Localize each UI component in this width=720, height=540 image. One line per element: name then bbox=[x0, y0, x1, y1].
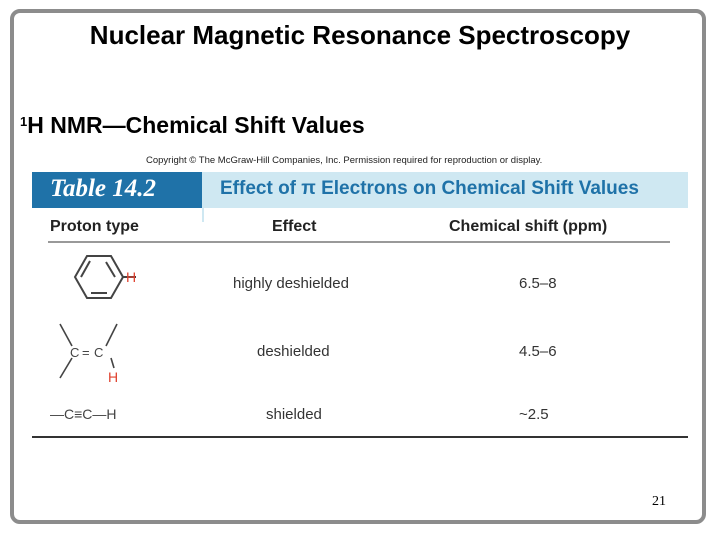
alkene-carbon-1: C bbox=[70, 345, 80, 360]
slide-title: Nuclear Magnetic Resonance Spectroscopy bbox=[89, 20, 631, 50]
table-bottom-rule bbox=[32, 436, 688, 438]
alkene-hydrogen-label: H bbox=[108, 369, 119, 385]
table-header-rule bbox=[48, 241, 670, 243]
column-header-chemical-shift: Chemical shift (ppm) bbox=[449, 218, 608, 235]
slide-subtitle bbox=[20, 112, 365, 139]
alkene-carbon-2: C bbox=[94, 345, 104, 360]
table-title: Effect of π Electrons on Chemical Shift Values bbox=[220, 178, 639, 199]
table-label: Table 14.2 bbox=[50, 175, 157, 202]
column-header-proton-type: Proton type bbox=[50, 218, 139, 235]
benzene-structure-icon bbox=[46, 246, 146, 308]
alkene-structure-icon bbox=[50, 320, 130, 388]
alkene-double-bond: = bbox=[82, 345, 90, 360]
subtitle-text: H NMR—Chemical Shift Values bbox=[27, 112, 365, 138]
row-alkene-effect: deshielded bbox=[257, 343, 330, 360]
superscript-mass-number: 1 bbox=[20, 114, 28, 129]
column-header-effect: Effect bbox=[272, 218, 317, 235]
alkyne-structure: —C≡C—H bbox=[50, 406, 117, 422]
row-alkyne-shift: ~2.5 bbox=[519, 406, 549, 423]
benzene-hydrogen-label: H bbox=[126, 269, 137, 285]
page-number: 21 bbox=[652, 494, 666, 509]
table-title-box bbox=[204, 172, 688, 208]
row-benzene-effect: highly deshielded bbox=[233, 275, 349, 292]
row-alkene-shift: 4.5–6 bbox=[519, 343, 557, 360]
row-benzene-shift: 6.5–8 bbox=[519, 275, 557, 292]
copyright-notice: Copyright © The McGraw-Hill Companies, Inc. Permission required for reproduction or display. bbox=[146, 155, 543, 166]
table-label-box bbox=[32, 172, 202, 208]
row-alkyne-effect: shielded bbox=[266, 406, 322, 423]
